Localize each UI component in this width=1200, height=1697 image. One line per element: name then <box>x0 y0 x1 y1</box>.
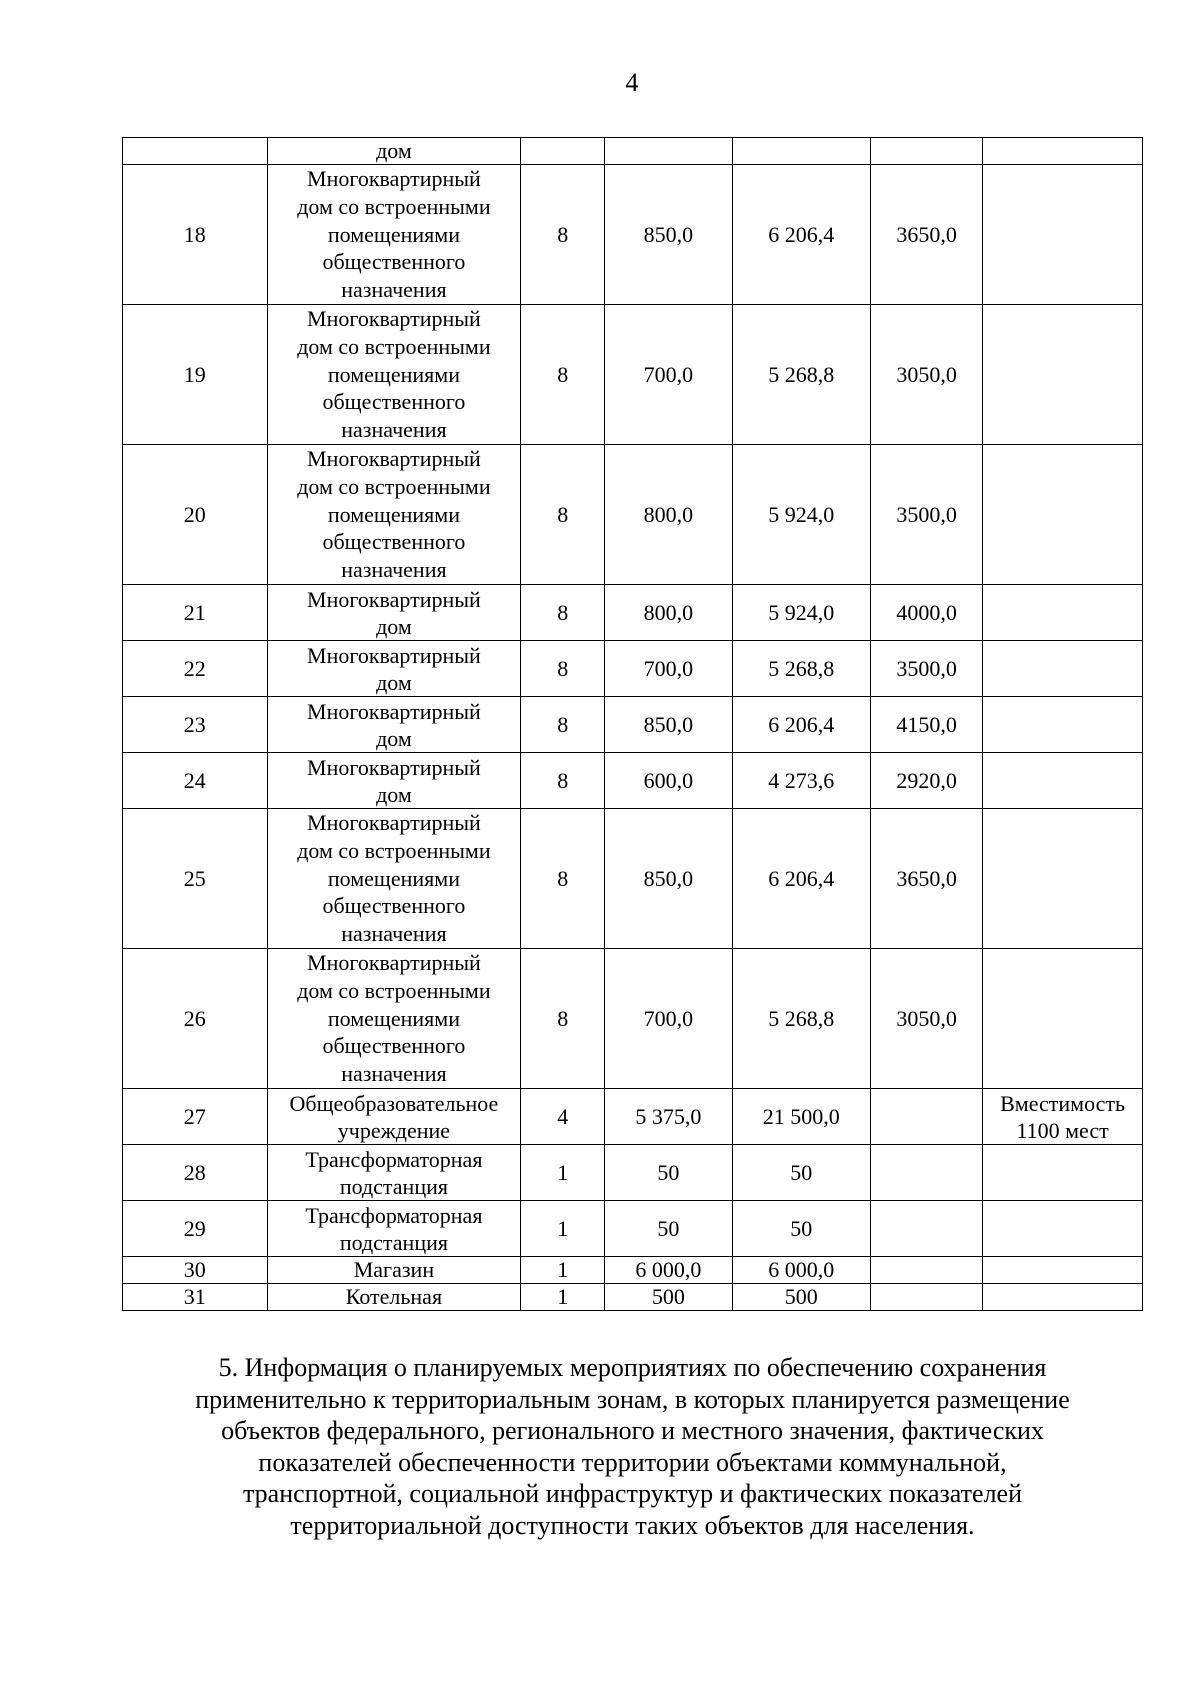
total-area-cell-text: 5 924,0 <box>768 600 835 625</box>
floors-cell <box>521 809 605 949</box>
extra-area-cell-text: 3500,0 <box>896 656 957 681</box>
extra-area-cell <box>871 753 983 809</box>
area-cell-text: 5 375,0 <box>635 1104 702 1129</box>
note-cell-text: Вместимость 1100 мест <box>1000 1090 1126 1143</box>
extra-area-cell <box>871 809 983 949</box>
table-row <box>123 697 1143 753</box>
note-cell <box>983 445 1143 585</box>
floors-cell-text: 4 <box>557 1104 569 1129</box>
row-number-cell-text: 27 <box>183 1104 206 1129</box>
total-area-cell <box>732 949 870 1089</box>
row-number-cell <box>123 949 268 1089</box>
extra-area-cell-text: 4150,0 <box>896 712 957 737</box>
note-cell <box>983 138 1143 165</box>
extra-area-cell <box>871 585 983 641</box>
total-area-cell-text: 6 000,0 <box>768 1257 835 1282</box>
note-cell <box>983 305 1143 445</box>
section-5-text: 5. Информация о планируемых мероприятиях по обеспечению сохранения применительно к территориальным зонам, в которых планируется размещение объектов федерального, регионального и местного значения, фактических показателей обеспеченности территории объектами коммунальной, транспортной, социальной инфраструктур и фактических показателей территориальной доступности таких объектов для населения. <box>195 1353 1070 1540</box>
area-cell <box>605 949 732 1089</box>
area-cell-text: 800,0 <box>643 501 694 527</box>
total-area-cell <box>732 305 870 445</box>
table-row <box>123 305 1143 445</box>
total-area-cell-text: 50 <box>790 1160 813 1185</box>
total-area-cell-text: 5 924,0 <box>768 501 835 527</box>
object-name-cell-text: Котельная <box>345 1284 443 1309</box>
floors-cell-text: 8 <box>557 361 569 387</box>
total-area-cell-text: 5 268,8 <box>768 361 835 387</box>
object-name-cell <box>267 1089 521 1145</box>
object-name-cell-text: Многоквартирный дом <box>307 586 481 639</box>
table-row <box>123 1089 1143 1145</box>
area-cell <box>605 138 732 165</box>
floors-cell-text: 1 <box>557 1216 569 1241</box>
floors-cell-text: 8 <box>557 768 569 793</box>
floors-cell-text: 8 <box>557 221 569 247</box>
area-cell-text: 50 <box>657 1216 680 1241</box>
row-number-cell-text: 30 <box>183 1257 206 1282</box>
row-number-cell-text: 19 <box>183 361 206 387</box>
area-cell <box>605 1257 732 1284</box>
object-name-cell <box>267 585 521 641</box>
extra-area-cell-text: 3050,0 <box>896 361 957 387</box>
total-area-cell-text: 5 268,8 <box>768 656 835 681</box>
floors-cell <box>521 753 605 809</box>
note-cell <box>983 949 1143 1089</box>
row-number-cell <box>123 1145 268 1201</box>
area-cell-text: 700,0 <box>643 361 694 387</box>
total-area-cell <box>732 138 870 165</box>
table-row <box>123 1284 1143 1311</box>
floors-cell <box>521 641 605 697</box>
object-name-cell-text: Трансформаторная подстанция <box>305 1202 483 1255</box>
floors-cell-text: 8 <box>557 712 569 737</box>
row-number-cell <box>123 809 268 949</box>
extra-area-cell <box>871 949 983 1089</box>
floors-cell <box>521 445 605 585</box>
row-number-cell <box>123 1257 268 1284</box>
object-name-cell-text: Трансформаторная подстанция <box>305 1146 483 1199</box>
floors-cell <box>521 305 605 445</box>
object-name-cell <box>267 949 521 1089</box>
note-cell <box>983 697 1143 753</box>
floors-cell <box>521 1201 605 1257</box>
note-cell <box>983 753 1143 809</box>
table-row <box>123 445 1143 585</box>
row-number-cell-text: 28 <box>183 1160 206 1185</box>
note-cell <box>983 165 1143 305</box>
table-row <box>123 1201 1143 1257</box>
object-name-cell <box>267 1145 521 1201</box>
row-number-cell <box>123 697 268 753</box>
area-cell <box>605 445 732 585</box>
total-area-cell-text: 6 206,4 <box>768 221 835 247</box>
total-area-cell-text: 4 273,6 <box>768 768 835 793</box>
row-number-cell-text: 31 <box>183 1284 206 1309</box>
row-number-cell <box>123 445 268 585</box>
row-number-cell-text: 26 <box>183 1005 206 1031</box>
note-cell <box>983 1089 1143 1145</box>
area-cell-text: 700,0 <box>643 1005 694 1031</box>
floors-cell-text: 8 <box>557 600 569 625</box>
floors-cell <box>521 1089 605 1145</box>
floors-cell-text: 8 <box>557 501 569 527</box>
extra-area-cell-text: 2920,0 <box>896 768 957 793</box>
row-number-cell-text: 20 <box>183 501 206 527</box>
row-number-cell-text: 18 <box>183 221 206 247</box>
area-cell-text: 700,0 <box>643 656 694 681</box>
area-cell <box>605 1201 732 1257</box>
total-area-cell <box>732 585 870 641</box>
area-cell <box>605 1145 732 1201</box>
table-row <box>123 641 1143 697</box>
row-number-cell <box>123 138 268 165</box>
area-cell <box>605 753 732 809</box>
extra-area-cell <box>871 1089 983 1145</box>
object-name-cell <box>267 809 521 949</box>
extra-area-cell-text: 3650,0 <box>896 865 957 891</box>
total-area-cell <box>732 697 870 753</box>
floors-cell-text: 8 <box>557 1005 569 1031</box>
row-number-cell <box>123 1089 268 1145</box>
floors-cell <box>521 138 605 165</box>
row-number-cell <box>123 1284 268 1311</box>
area-cell-text: 500 <box>651 1284 685 1309</box>
floors-cell <box>521 165 605 305</box>
table-row <box>123 809 1143 949</box>
extra-area-cell-text: 3500,0 <box>896 501 957 527</box>
floors-cell <box>521 1145 605 1201</box>
area-cell-text: 850,0 <box>643 221 694 247</box>
total-area-cell <box>732 445 870 585</box>
area-cell-text: 50 <box>657 1160 680 1185</box>
object-name-cell <box>267 138 521 165</box>
area-cell <box>605 1284 732 1311</box>
object-name-cell <box>267 697 521 753</box>
area-cell-text: 800,0 <box>643 600 694 625</box>
floors-cell-text: 1 <box>557 1257 569 1282</box>
note-cell <box>983 809 1143 949</box>
row-number-cell <box>123 641 268 697</box>
note-cell <box>983 1284 1143 1311</box>
row-number-cell <box>123 753 268 809</box>
object-name-cell-text: Многоквартирный дом <box>307 698 481 751</box>
row-number-cell <box>123 165 268 305</box>
extra-area-cell <box>871 138 983 165</box>
object-name-cell-text: Многоквартирный дом <box>307 642 481 695</box>
object-name-cell <box>267 305 521 445</box>
total-area-cell-text: 500 <box>784 1284 818 1309</box>
floors-cell <box>521 697 605 753</box>
total-area-cell-text: 50 <box>790 1216 813 1241</box>
row-number-cell-text: 23 <box>183 712 206 737</box>
row-number-cell <box>123 305 268 445</box>
row-number-cell <box>123 1201 268 1257</box>
object-name-cell-text: Общеобразовательное учреждение <box>289 1090 499 1143</box>
object-name-cell-text: Многоквартирный дом со встроенными помещениями общественного назначения <box>297 446 491 583</box>
object-name-cell-text: Многоквартирный дом со встроенными помещениями общественного назначения <box>297 306 491 443</box>
area-cell <box>605 585 732 641</box>
objects-table <box>122 137 1143 1311</box>
table-row <box>123 1257 1143 1284</box>
table-body <box>123 138 1143 1311</box>
row-number-cell-text: 21 <box>183 600 206 625</box>
total-area-cell-text: 5 268,8 <box>768 1005 835 1031</box>
total-area-cell-text: 6 206,4 <box>768 712 835 737</box>
area-cell <box>605 165 732 305</box>
total-area-cell-text: 21 500,0 <box>762 1104 840 1129</box>
floors-cell <box>521 1257 605 1284</box>
table-row <box>123 949 1143 1089</box>
section-5-heading <box>140 1352 1125 1541</box>
total-area-cell <box>732 1089 870 1145</box>
extra-area-cell <box>871 641 983 697</box>
extra-area-cell-text: 3650,0 <box>896 221 957 247</box>
floors-cell <box>521 1284 605 1311</box>
total-area-cell <box>732 1145 870 1201</box>
total-area-cell <box>732 1257 870 1284</box>
note-cell <box>983 641 1143 697</box>
floors-cell <box>521 585 605 641</box>
area-cell-text: 600,0 <box>643 768 694 793</box>
table-row <box>123 165 1143 305</box>
extra-area-cell <box>871 1201 983 1257</box>
object-name-cell-text: Многоквартирный дом со встроенными помещениями общественного назначения <box>297 166 491 303</box>
object-name-cell <box>267 165 521 305</box>
area-cell-text: 850,0 <box>643 865 694 891</box>
total-area-cell <box>732 165 870 305</box>
area-cell-text: 850,0 <box>643 712 694 737</box>
note-cell <box>983 1145 1143 1201</box>
total-area-cell <box>732 753 870 809</box>
object-name-cell <box>267 641 521 697</box>
floors-cell-text: 8 <box>557 865 569 891</box>
extra-area-cell <box>871 697 983 753</box>
total-area-cell <box>732 1201 870 1257</box>
object-name-cell-text: Многоквартирный дом со встроенными помещениями общественного назначения <box>297 810 491 947</box>
row-number-cell-text: 22 <box>183 656 206 681</box>
total-area-cell-text: 6 206,4 <box>768 865 835 891</box>
page-number: 4 <box>625 68 639 97</box>
area-cell <box>605 305 732 445</box>
object-name-cell <box>267 1257 521 1284</box>
extra-area-cell <box>871 1284 983 1311</box>
extra-area-cell <box>871 445 983 585</box>
object-name-cell-text: Многоквартирный дом <box>307 754 481 807</box>
total-area-cell <box>732 641 870 697</box>
note-cell <box>983 585 1143 641</box>
object-name-cell <box>267 1284 521 1311</box>
row-number-cell <box>123 585 268 641</box>
table-row <box>123 138 1143 165</box>
total-area-cell <box>732 809 870 949</box>
area-cell <box>605 1089 732 1145</box>
extra-area-cell <box>871 1257 983 1284</box>
extra-area-cell <box>871 165 983 305</box>
note-cell <box>983 1201 1143 1257</box>
object-name-cell-text: Многоквартирный дом со встроенными помещениями общественного назначения <box>297 950 491 1087</box>
area-cell <box>605 697 732 753</box>
extra-area-cell <box>871 305 983 445</box>
area-cell <box>605 809 732 949</box>
table-row <box>123 753 1143 809</box>
extra-area-cell <box>871 1145 983 1201</box>
row-number-cell-text: 24 <box>183 768 206 793</box>
floors-cell-text: 8 <box>557 656 569 681</box>
object-name-cell <box>267 445 521 585</box>
floors-cell <box>521 949 605 1089</box>
total-area-cell <box>732 1284 870 1311</box>
object-name-cell-text: Магазин <box>353 1257 435 1282</box>
area-cell-text: 6 000,0 <box>635 1257 702 1282</box>
row-number-cell-text: 29 <box>183 1216 206 1241</box>
floors-cell-text: 1 <box>557 1160 569 1185</box>
extra-area-cell-text: 4000,0 <box>896 600 957 625</box>
floors-cell-text: 1 <box>557 1284 569 1309</box>
area-cell <box>605 641 732 697</box>
object-name-cell-text: дом <box>376 138 412 163</box>
extra-area-cell-text: 3050,0 <box>896 1005 957 1031</box>
object-name-cell <box>267 753 521 809</box>
object-name-cell <box>267 1201 521 1257</box>
row-number-cell-text: 25 <box>183 865 206 891</box>
note-cell <box>983 1257 1143 1284</box>
table-row <box>123 585 1143 641</box>
table-row <box>123 1145 1143 1201</box>
